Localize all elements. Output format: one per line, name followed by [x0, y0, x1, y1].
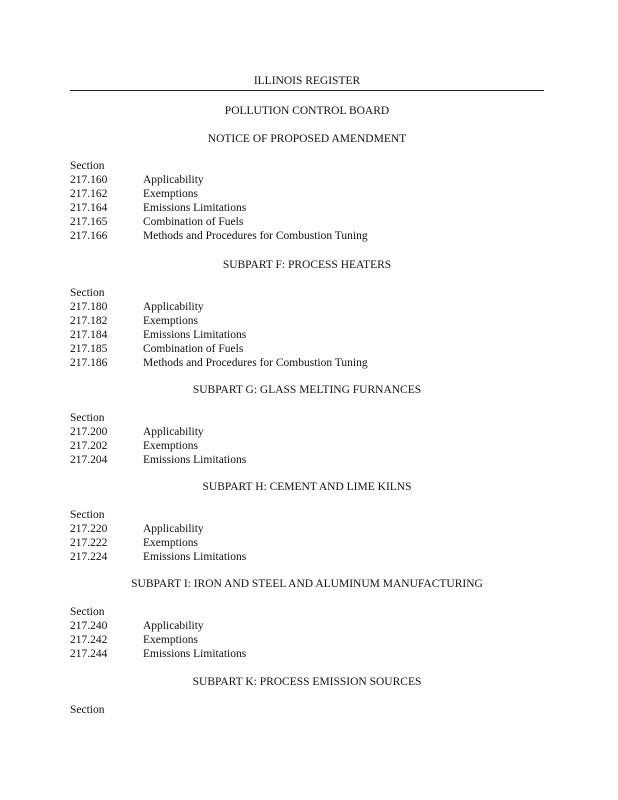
- section-title: Methods and Procedures for Combustion Tuning: [143, 230, 368, 242]
- section-label: Section: [70, 412, 105, 424]
- section-title: Exemptions: [143, 537, 198, 549]
- section-label: Section: [70, 509, 105, 521]
- section-number: 217.180: [70, 301, 108, 313]
- section-title: Combination of Fuels: [143, 216, 244, 228]
- section-title: Methods and Procedures for Combustion Tuning: [143, 357, 368, 369]
- section-number: 217.182: [70, 315, 108, 327]
- section-title: Emissions Limitations: [143, 329, 247, 341]
- section-title: Applicability: [143, 301, 204, 313]
- section-title: Applicability: [143, 620, 204, 632]
- section-number: 217.202: [70, 440, 108, 452]
- section-number: 217.166: [70, 230, 108, 242]
- subpart-heading: SUBPART I: IRON AND STEEL AND ALUMINUM MANUFACTURING: [131, 578, 483, 590]
- section-number: 217.222: [70, 537, 108, 549]
- section-label: Section: [70, 160, 105, 172]
- agency-name: POLLUTION CONTROL BOARD: [224, 105, 390, 117]
- register-title: ILLINOIS REGISTER: [253, 75, 361, 87]
- section-number: 217.185: [70, 343, 108, 355]
- section-title: Exemptions: [143, 634, 198, 646]
- subpart-heading: SUBPART G: GLASS MELTING FURNANCES: [192, 384, 422, 396]
- section-label: Section: [70, 606, 105, 618]
- section-number: 217.162: [70, 188, 108, 200]
- section-number: 217.186: [70, 357, 108, 369]
- section-number: 217.200: [70, 426, 108, 438]
- section-number: 217.164: [70, 202, 108, 214]
- section-number: 217.242: [70, 634, 108, 646]
- section-title: Exemptions: [143, 315, 198, 327]
- section-number: 217.240: [70, 620, 108, 632]
- section-title: Emissions Limitations: [143, 551, 247, 563]
- section-number: 217.165: [70, 216, 108, 228]
- section-number: 217.160: [70, 174, 108, 186]
- section-number: 217.244: [70, 648, 108, 660]
- subpart-heading: SUBPART F: PROCESS HEATERS: [222, 259, 392, 271]
- header-rule: [70, 90, 544, 91]
- subpart-heading: SUBPART K: PROCESS EMISSION SOURCES: [192, 676, 422, 688]
- section-label: Section: [70, 704, 105, 716]
- section-number: 217.224: [70, 551, 108, 563]
- section-title: Applicability: [143, 523, 204, 535]
- subpart-heading: SUBPART H: CEMENT AND LIME KILNS: [202, 481, 412, 493]
- section-number: 217.184: [70, 329, 108, 341]
- section-title: Emissions Limitations: [143, 454, 247, 466]
- section-title: Exemptions: [143, 188, 198, 200]
- section-number: 217.220: [70, 523, 108, 535]
- section-title: Emissions Limitations: [143, 648, 247, 660]
- section-title: Emissions Limitations: [143, 202, 247, 214]
- section-title: Exemptions: [143, 440, 198, 452]
- section-number: 217.204: [70, 454, 108, 466]
- section-title: Applicability: [143, 174, 204, 186]
- section-title: Combination of Fuels: [143, 343, 244, 355]
- notice-title: NOTICE OF PROPOSED AMENDMENT: [207, 133, 407, 145]
- section-label: Section: [70, 287, 105, 299]
- section-title: Applicability: [143, 426, 204, 438]
